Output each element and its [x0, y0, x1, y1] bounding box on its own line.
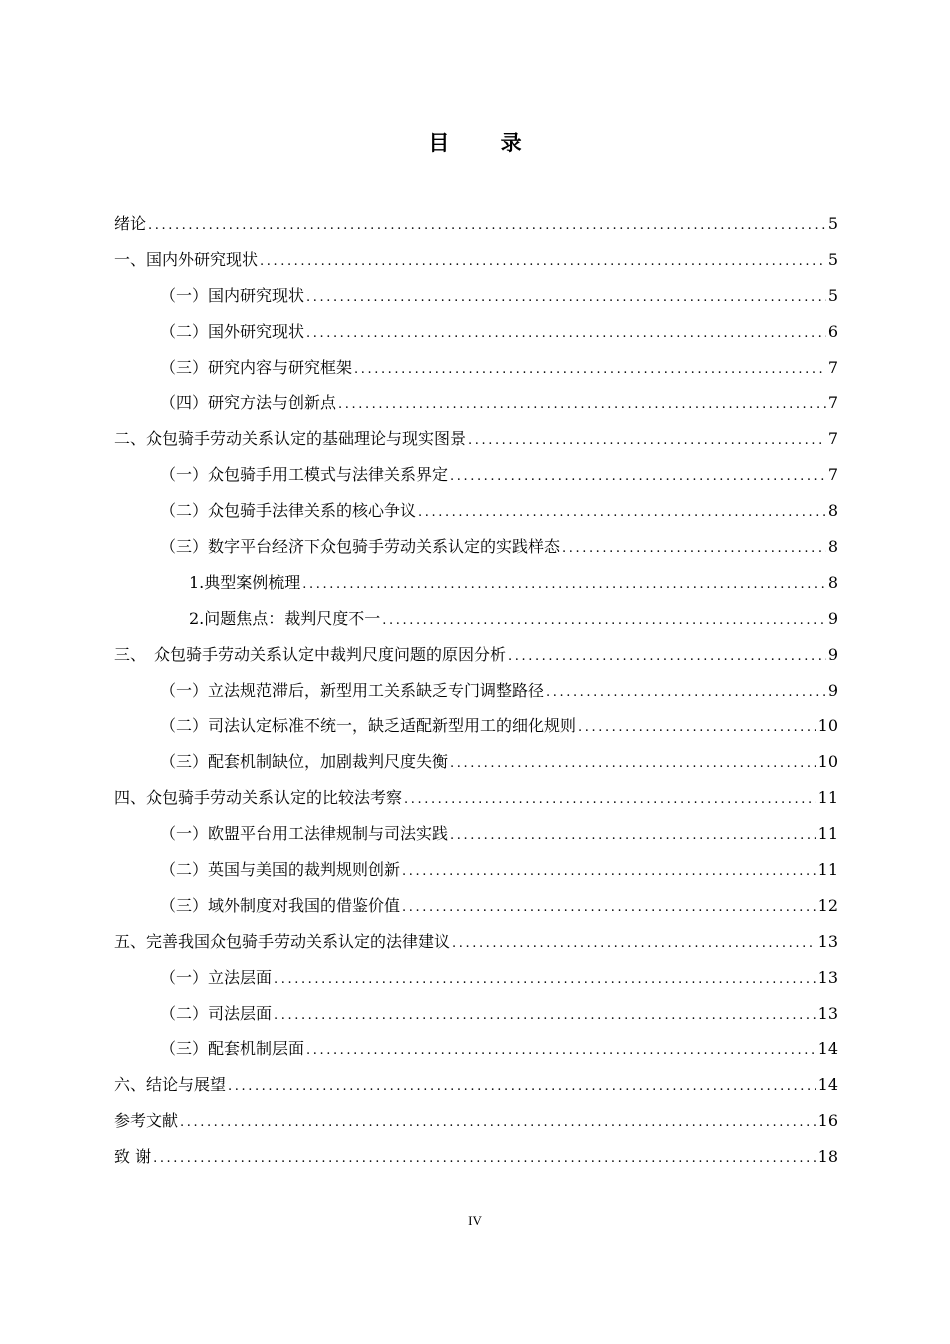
toc-entry-page: 5: [827, 249, 838, 269]
toc-dot-leader: [450, 820, 816, 852]
toc-entry-page: 11: [817, 788, 838, 808]
toc-dot-leader: [302, 569, 826, 601]
toc-entry[interactable]: [114, 423, 838, 459]
toc-entry[interactable]: [114, 531, 838, 567]
toc-entry[interactable]: [114, 280, 838, 316]
toc-entry-label: 1.典型案例梳理: [189, 572, 301, 592]
toc-entry-label: 2.问题焦点：裁判尺度不一: [189, 608, 381, 628]
toc-entry-page: 14: [817, 1039, 838, 1059]
toc-entry-page: 18: [817, 1147, 838, 1167]
toc-entry-page: 14: [817, 1075, 838, 1095]
toc-entry[interactable]: [114, 639, 838, 675]
toc-entry-label: （三）配套机制层面: [160, 1039, 305, 1059]
toc-dot-leader: [578, 712, 816, 744]
toc-entry-page: 11: [817, 860, 838, 880]
toc-entry-label: （二）司法认定标准不统一，缺乏适配新型用工的细化规则: [160, 716, 577, 736]
toc-entry-page: 9: [827, 644, 838, 664]
toc-entry[interactable]: [114, 208, 838, 244]
toc-dot-leader: [274, 964, 816, 996]
toc-entry-label: （三）研究内容与研究框架: [160, 357, 353, 377]
toc-entry[interactable]: [114, 926, 838, 962]
toc-dot-leader: [404, 784, 816, 816]
toc-entry-label: （二）众包骑手法律关系的核心争议: [160, 501, 417, 521]
toc-entry[interactable]: [114, 746, 838, 782]
toc-entry-label: （三）域外制度对我国的借鉴价值: [160, 895, 401, 915]
toc-entry-label: 三、 众包骑手劳动关系认定中裁判尺度问题的原因分析: [114, 644, 507, 664]
toc-entry[interactable]: [114, 890, 838, 926]
toc-dot-leader: [274, 1000, 816, 1032]
toc-entry-page: 6: [827, 321, 838, 341]
toc-entry[interactable]: [114, 495, 838, 531]
toc-entry-label: （三）数字平台经济下众包骑手劳动关系认定的实践样态: [160, 537, 561, 557]
page-number: IV: [468, 1213, 482, 1228]
toc-entry[interactable]: [114, 818, 838, 854]
toc-entry-label: （二）司法层面: [160, 1003, 273, 1023]
toc-dot-leader: [228, 1071, 816, 1103]
toc-entry[interactable]: [114, 459, 838, 495]
toc-entry-label: 一、国内外研究现状: [114, 249, 259, 269]
toc-entry[interactable]: [114, 387, 838, 423]
toc-entry-page: 9: [827, 608, 838, 628]
toc-entry-page: 7: [827, 393, 838, 413]
toc-entry-label: 六、结论与展望: [114, 1075, 227, 1095]
toc-dot-leader: [306, 1035, 816, 1067]
toc-entry-page: 12: [817, 895, 838, 915]
toc-entry[interactable]: [114, 1105, 838, 1141]
toc-entry-label: （一）欧盟平台用工法律规制与司法实践: [160, 824, 449, 844]
toc-entry[interactable]: [114, 1033, 838, 1069]
toc-dot-leader: [450, 461, 826, 493]
toc-entry-page: 5: [827, 285, 838, 305]
toc-entry-page: 13: [817, 1003, 838, 1023]
toc-entry-page: 7: [827, 357, 838, 377]
toc-entry-label: （一）国内研究现状: [160, 285, 305, 305]
toc-entry-label: 四、众包骑手劳动关系认定的比较法考察: [114, 788, 403, 808]
toc-dot-leader: [148, 210, 826, 242]
toc-dot-leader: [452, 928, 816, 960]
toc-entry[interactable]: [114, 1069, 838, 1105]
toc-entry-page: 8: [827, 501, 838, 521]
toc-entry-label: （三）配套机制缺位，加剧裁判尺度失衡: [160, 752, 449, 772]
table-of-contents: [114, 208, 838, 1177]
toc-dot-leader: [338, 389, 826, 421]
toc-entry-page: 8: [827, 572, 838, 592]
toc-entry[interactable]: [114, 567, 838, 603]
toc-entry-page: 10: [817, 716, 838, 736]
toc-entry-label: 致 谢: [114, 1147, 152, 1167]
toc-entry[interactable]: [114, 603, 838, 639]
toc-dot-leader: [180, 1107, 816, 1139]
toc-entry-label: 绪论: [114, 214, 147, 233]
toc-entry-label: （一）立法层面: [160, 967, 273, 987]
toc-entry-label: 二、众包骑手劳动关系认定的基础理论与现实图景: [114, 429, 467, 449]
toc-dot-leader: [382, 605, 826, 637]
toc-dot-leader: [508, 641, 826, 673]
toc-entry-label: （四）研究方法与创新点: [160, 393, 337, 413]
toc-entry[interactable]: [114, 710, 838, 746]
toc-entry[interactable]: [114, 998, 838, 1034]
toc-dot-leader: [306, 318, 826, 350]
toc-dot-leader: [354, 354, 826, 386]
toc-entry[interactable]: [114, 854, 838, 890]
toc-dot-leader: [402, 856, 816, 888]
toc-dot-leader: [546, 677, 826, 709]
toc-entry-page: 13: [817, 967, 838, 987]
toc-entry[interactable]: [114, 962, 838, 998]
toc-entry-page: 8: [827, 537, 838, 557]
toc-dot-leader: [260, 246, 826, 278]
toc-dot-leader: [468, 425, 826, 457]
toc-entry-page: 9: [827, 680, 838, 700]
toc-dot-leader: [306, 282, 826, 314]
toc-entry[interactable]: [114, 316, 838, 352]
toc-entry-page: 7: [827, 429, 838, 449]
toc-dot-leader: [562, 533, 826, 565]
page-title: 目 录: [428, 131, 544, 155]
toc-entry-page: 16: [817, 1111, 838, 1131]
toc-entry-page: 5: [827, 214, 838, 233]
toc-entry-page: 11: [817, 824, 838, 844]
toc-dot-leader: [402, 892, 816, 924]
toc-entry-page: 10: [817, 752, 838, 772]
toc-entry-label: 五、完善我国众包骑手劳动关系认定的法律建议: [114, 931, 451, 951]
toc-entry-label: （一）立法规范滞后，新型用工关系缺乏专门调整路径: [160, 680, 545, 700]
toc-entry[interactable]: [114, 1141, 838, 1177]
toc-dot-leader: [418, 497, 826, 529]
toc-dot-leader: [153, 1143, 816, 1175]
toc-entry-label: 参考文献: [114, 1111, 179, 1131]
toc-entry[interactable]: [114, 244, 838, 280]
toc-entry-page: 13: [817, 931, 838, 951]
toc-entry[interactable]: [114, 675, 838, 711]
toc-entry[interactable]: [114, 352, 838, 388]
toc-entry-page: 7: [827, 465, 838, 485]
toc-entry-label: （二）国外研究现状: [160, 321, 305, 341]
toc-entry-label: （二）英国与美国的裁判规则创新: [160, 860, 401, 880]
toc-entry[interactable]: [114, 782, 838, 818]
toc-entry-label: （一）众包骑手用工模式与法律关系界定: [160, 465, 449, 485]
toc-dot-leader: [450, 748, 816, 780]
